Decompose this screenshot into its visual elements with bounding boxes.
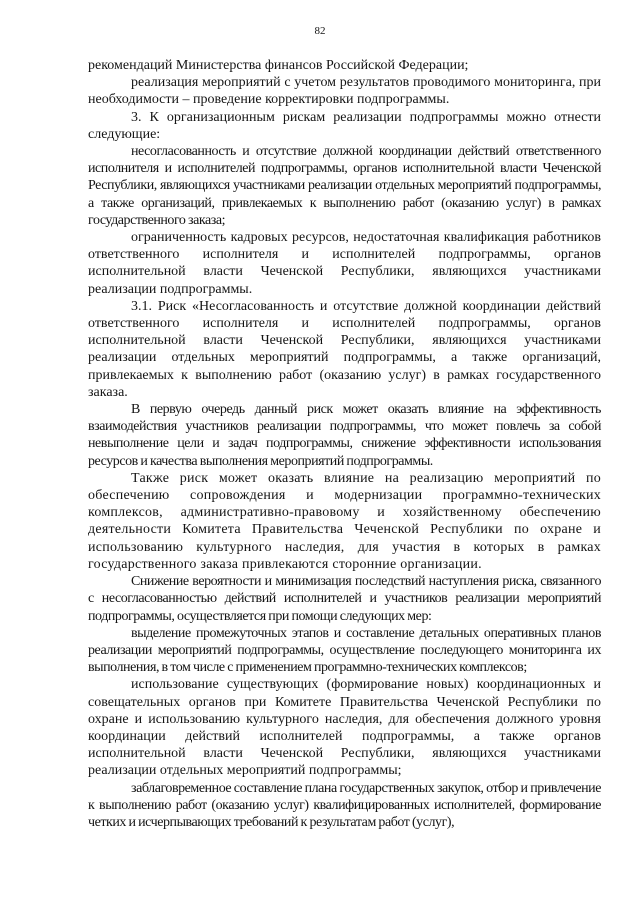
paragraph-staff-risk: ограниченность кадровых ресурсов, недостаточная квалификация работников ответственного исполнителя и исполнителей подпрограммы, органов исполнительной власти Чеченской Республики, являющихся участниками реализации подпрограммы. bbox=[88, 230, 601, 297]
paragraph-risk-impact: В первую очередь данный риск может оказать влияние на эффективность взаимодействия участников реализации подпрограммы, что может повлечь за собой невыполнение цели и задач подпрограммы, снижение эффективности использования ресурсов и качества выполнения мероприятий подпрограммы. bbox=[88, 402, 601, 469]
document-body bbox=[88, 57, 601, 831]
paragraph-measure-procurement: заблаговременное составление плана государственных закупок, отбор и привлечение к выполнению работ (оказанию услуг) квалифицированных исполнителей, формирование четких и исчерпывающих требований к результатам работ (услуг), bbox=[88, 780, 601, 830]
paragraph-measure-planning: выделение промежуточных этапов и составление детальных оперативных планов реализации мероприятий подпрограммы, осуществление последующего мониторинга их выполнения, в том числе с применением программно-технических комплексов; bbox=[88, 625, 601, 676]
paragraph-risk-mitigation: Снижение вероятности и минимизация последствий наступления риска, связанного с несогласованностью действий исполнителей и участников реализации мероприятий подпрограммы, осуществляется при помощи следующих мер: bbox=[88, 574, 601, 624]
paragraph-monitoring: реализация мероприятий с учетом результатов проводимого мониторинга, при необходимости – проведение корректировки подпрограммы. bbox=[88, 75, 601, 108]
paragraph-risk-impact-technical: Также риск может оказать влияние на реализацию мероприятий по обеспечению сопровождения и модернизации программно-технических комплексов, административно-правовому и хозяйственному обеспечению деятельности Комитета Правительства Чеченской Республики по охране и использованию культурного наследия, для участия в которых в рамках государственного заказа привлекаются сторонние организации. bbox=[88, 470, 601, 572]
paragraph-coordination-risk: несогласованность и отсутствие должной координации действий ответственного исполнителя и исполнителей подпрограммы, органов исполнительной власти Чеченской Республики, являющихся участниками реализации отдельных мероприятий подпрограммы, а также организаций, привлекаемых к выполнению работ (оказанию услуг) в рамках государственного заказа; bbox=[88, 144, 601, 228]
page-number: 82 bbox=[314, 25, 326, 37]
paragraph-risk-3-1: 3.1. Риск «Несогласованность и отсутствие должной координации действий ответственного исполнителя и исполнителей подпрограммы, органов исполнительной власти Чеченской Республики, являющихся участниками реализации отдельных мероприятий подпрограммы, а также организаций, привлекаемых к выполнению работ (оказанию услуг) в рамках государственного заказа. bbox=[88, 298, 601, 400]
paragraph-measure-coordination: использование существующих (формирование новых) координационных и совещательных органов при Комитете Правительства Чеченской Республики по охране и использованию культурного наследия, для обеспечения должного уровня координации действий исполнителей подпрограммы, а также органов исполнительной власти Чеченской Республики, являющихся участниками реализации отдельных мероприятий подпрограммы; bbox=[88, 677, 601, 779]
paragraph-organizational-risks: 3. К организационным рискам реализации подпрограммы можно отнести следующие: bbox=[88, 109, 601, 142]
paragraph-continuation: рекомендаций Министерства финансов Российской Федерации; bbox=[88, 58, 469, 73]
